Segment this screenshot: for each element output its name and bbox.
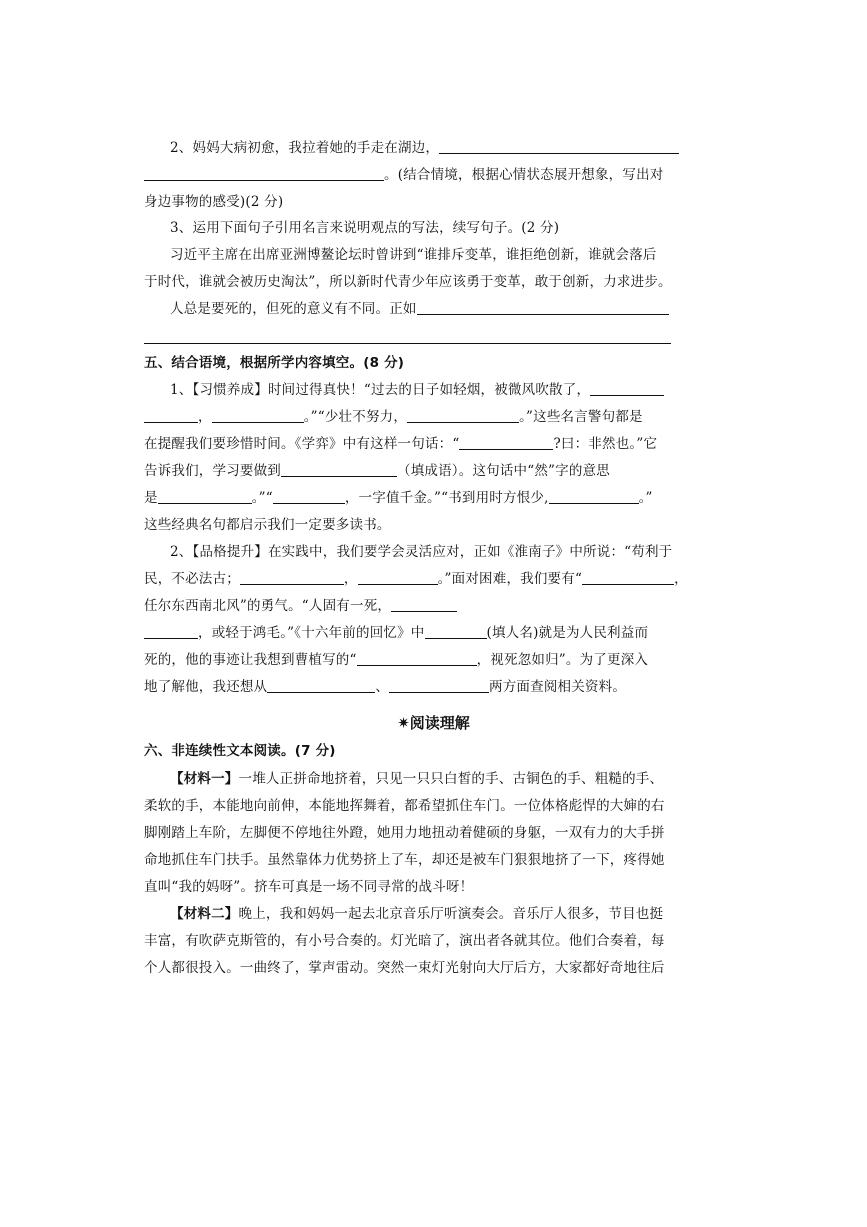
q5-text: 告诉我们，学习要做到 [144,463,281,479]
answer-blank[interactable] [158,490,252,504]
answer-blank[interactable] [273,490,345,504]
q6-heading-text: 六、非连续性文本阅读。(7 分) [144,743,336,759]
q4-item3-prompt [144,219,697,237]
q6-m2-line1 [144,905,697,923]
answer-line[interactable] [144,343,671,344]
q5-p2-line2 [144,570,688,588]
section-title-text: 阅读理解 [409,714,470,732]
q4-item2-line1 [144,139,697,157]
q5-text: 、 [375,679,390,695]
answer-blank[interactable] [144,167,384,181]
answer-blank[interactable] [144,409,198,423]
q4-item3-example-line1 [144,246,697,264]
q4-item3-task [144,300,697,318]
answer-blank[interactable] [358,571,438,585]
q5-heading-text: 五、结合语境，根据所学内容填空。(8 分) [144,355,405,371]
q4-item3-example-line2 [144,273,671,291]
answer-blank[interactable] [281,463,397,477]
q4-item2-instruction: 。(结合情境，根据心情状态展开想象，写出对 [384,167,664,183]
q4-item2-line2 [144,166,671,184]
q6-text: 柔软的手，本能地向前伸，本能地挥舞着，都希望抓住车门。一位体格彪悍的大婶的右 [144,798,665,814]
answer-blank[interactable] [389,679,489,693]
q6-text: 晚上，我和妈妈一起去北京音乐厅听演奏会。音乐厅人很多，节目也挺 [238,906,664,922]
q5-p2-text: 2、【品格提升】在实践中，我们要学会灵活应对，正如《淮南子》中所说：“苟利于 [170,544,673,560]
q5-text: ， [343,571,358,587]
q6-m1-line3 [144,824,671,842]
answer-blank[interactable] [439,140,679,154]
q6-text: 直叫“我的妈呀”。挤车可真是一场不同寻常的战斗呀！ [144,879,474,895]
q5-p1-line3 [144,435,671,453]
q5-p2-line1 [144,543,697,561]
answer-blank[interactable] [144,625,198,639]
q5-heading [144,354,671,372]
q5-text: 在提醒我们要珍惜时间。《学弈》中有这样一句话：“ [144,436,460,452]
q6-m2-line2 [144,932,671,950]
q5-p2-line6 [144,678,671,696]
q5-text: 。”“ [251,490,273,506]
answer-blank[interactable] [391,598,457,612]
answer-blank[interactable] [357,652,477,666]
q5-p1-text: 1、【习惯养成】时间过得真快！“过去的日子如轻烟，被微风吹散了， [170,382,591,398]
q6-m1-line4 [144,851,671,869]
q5-text: 是 [144,490,158,506]
section-title [0,712,867,733]
q6-m2-line3 [144,959,671,977]
answer-blank[interactable] [267,679,375,693]
q4-item3-example-a: 习近平主席在出席亚洲博鳌论坛时曾讲到“谁排斥变革，谁拒绝创新，谁就会落后 [170,247,657,263]
q5-text: 。”这些名言警句都是 [519,409,643,425]
q5-text: ， [198,409,212,425]
q5-text: 民，不必法古； [144,571,240,587]
q5-text: 死的，他的事迹让我想到曹植写的“ [144,652,357,668]
q5-text: 。”“少壮不努力， [303,409,408,425]
q5-text: 。” [638,490,653,506]
q5-p2-line5 [144,651,671,669]
q5-p1-line5 [144,489,671,507]
q5-p1-line4 [144,462,671,480]
answer-blank[interactable] [425,625,487,639]
q5-text: 两方面查阅相关资料。 [489,679,627,695]
q6-text: 一堆人正拼命地挤着，只见一只只白皙的手、古铜色的手、粗糙的手、 [238,771,664,787]
material-1-label: 【材料一】 [170,771,239,787]
q5-p1-line1 [144,381,697,399]
q6-text: 脚刚踏上车阶，左脚便不停地往外蹬，她用力地扭动着健硕的身躯，一双有力的大手拼 [144,825,665,841]
answer-blank[interactable] [582,571,674,585]
q5-text: （填成语）。这句话中“然”字的意思 [397,463,610,479]
q4-item3-task-text: 人总是要死的，但死的意义有不同。正如 [170,301,417,317]
q4-item2-text: 2、妈妈大病初愈，我拉着她的手走在湖边， [170,140,440,156]
q5-text: 地了解他，我还想从 [144,679,268,695]
star-icon: ✷ [397,714,410,732]
q5-text: (填人名)就是为人民利益而 [486,625,649,641]
q6-text: 个人都很投入。一曲终了，掌声雷动。突然一束灯光射向大厅后方，大家都好奇地往后 [144,960,665,976]
q5-p1-line6 [144,516,671,534]
q6-heading [144,742,671,760]
q5-text: ，一字值千金。”“书到用时方恨少, [344,490,549,506]
q5-text: 这些经典名句都启示我们一定要多读书。 [144,517,391,533]
q4-item2-score: 身边事物的感受)(2 分) [144,194,284,210]
answer-blank[interactable] [549,490,639,504]
answer-blank[interactable] [417,301,669,315]
q5-text: ，或轻于鸿毛。”《十六年前的回忆》中 [198,625,425,641]
answer-blank[interactable] [240,571,344,585]
q5-text: ，视死忽如归”。为了更深入 [476,652,649,668]
answer-blank[interactable] [407,409,519,423]
q4-item2-line3 [144,193,671,211]
q6-m1-line2 [144,797,671,815]
material-2-label: 【材料二】 [170,906,239,922]
q5-p2-line3 [144,597,671,615]
q5-text: 。”面对困难，我们要有“ [437,571,583,587]
q6-text: 命地抓住车门扶手。虽然靠体力优势挤上了车，却还是被车门狠狠地挤了一下，疼得她 [144,852,665,868]
q4-item3-text: 3、运用下面句子引用名言来说明观点的写法，续写句子。(2 分) [170,220,560,236]
q5-p1-line2 [144,408,671,426]
q6-m1-line5 [144,878,671,896]
q4-item3-example-b: 于时代，谁就会被历史淘汰”，所以新时代青少年应该勇于变革，敢于创新，力求进步。 [144,274,672,290]
q5-text: ?曰：非然也。”它 [553,436,658,452]
q6-text: 丰富，有吹萨克斯管的，有小号合奏的。灯光暗了，演出者各就其位。他们合奏着，每 [144,933,665,949]
q6-m1-line1 [144,770,697,788]
q5-text: ， [674,571,688,587]
q5-p2-line4 [144,624,671,642]
answer-blank[interactable] [590,382,664,396]
q5-text: 任尔东西南北风”的勇气。“人固有一死， [144,598,392,614]
answer-blank[interactable] [212,409,304,423]
answer-blank[interactable] [459,436,553,450]
